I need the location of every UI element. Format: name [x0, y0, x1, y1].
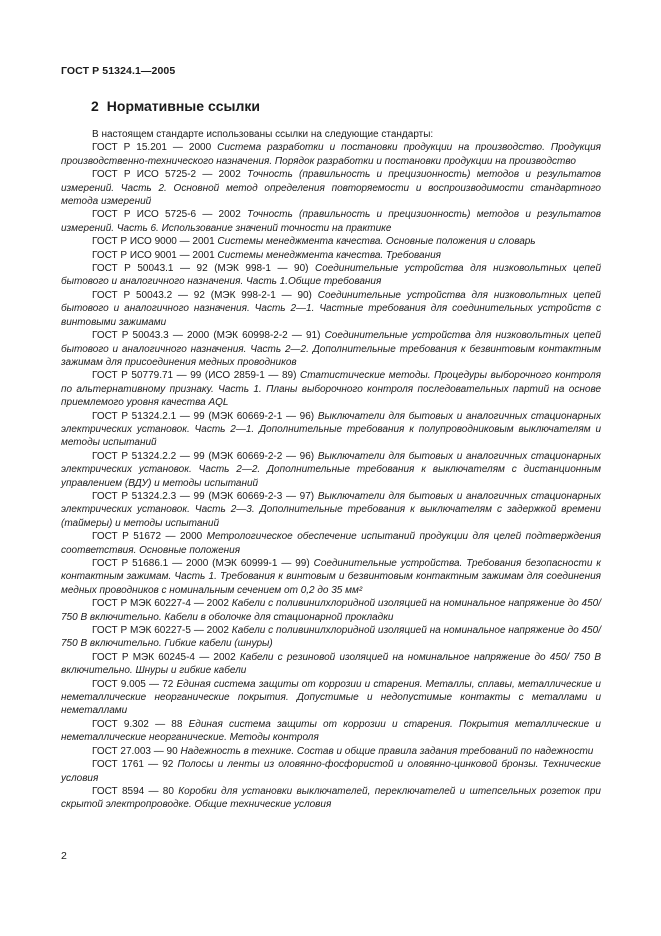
reference-title: Кабели с поливинилхлоридной изоляцией на номинальное напряжение до 450/ 750 В включительно. Кабели в оболочке для стационарной прокладки — [61, 598, 601, 623]
reference-code: ГОСТ Р ИСО 9001 — 2001 — [92, 249, 215, 261]
reference-code: ГОСТ Р 50043.3 — 2000 (МЭК 60998-2-2 — 91) — [92, 330, 321, 342]
reference-item — [61, 557, 601, 597]
reference-title: Выключатели для бытовых и аналогичных стационарных электрических установок. Часть 2—2. Дополнительные требования к выключателям с дистанционным управлением (ВДУ) и методы испытаний — [61, 450, 601, 489]
reference-list — [61, 141, 601, 811]
reference-code: ГОСТ 27.003 — 90 — [92, 745, 178, 757]
reference-item — [61, 745, 601, 758]
reference-title: Статистические методы. Процедуры выборочного контроля по альтернативному признаку. Часть 1. Планы выборочного контроля последовательных партий на основе приемлемого уровня качества AQL — [61, 370, 601, 409]
reference-title: Соединительные устройства для низковольтных цепей бытового и аналогичного назначения. Часть 2—2. Дополнительные требования к безвинтовым контактным зажимам для присоединения медных проводников — [61, 330, 602, 368]
reference-code: ГОСТ Р МЭК 60227-5 — 2002 — [92, 625, 229, 637]
reference-code: ГОСТ Р ИСО 9000 — 2001 — [92, 236, 215, 248]
reference-code: ГОСТ Р 50779.71 — 99 (ИСО 2859-1 — 89) — [92, 370, 297, 382]
reference-title: Коробки для установки выключателей, переключателей и штепсельных розеток при скрытой электропроводке. Общие технические условия — [61, 785, 601, 811]
reference-item — [61, 718, 601, 745]
reference-item — [61, 329, 601, 369]
reference-code: ГОСТ Р 15.201 — 2000 — [92, 142, 212, 154]
reference-title: Единая система защиты от коррозии и старения. Металлы, сплавы, металлические и неметаллические неорганические покрытия. Допустимые и недопустимые контакты с металлами и неметаллами — [61, 678, 601, 717]
reference-item — [61, 141, 601, 168]
reference-item — [61, 450, 601, 490]
reference-title: Соединительные устройства для низковольтных цепей бытового и аналогичного назначения. Часть 1.Общие требования — [61, 263, 602, 288]
reference-item — [61, 369, 601, 409]
reference-title: Соединительные устройства для низковольтных цепей бытового и аналогичного назначения. Часть 2—1. Частные требования для соединительных устройств с винтовыми зажимами — [61, 289, 601, 328]
reference-code: ГОСТ Р МЭК 60227-4 — 2002 — [92, 598, 229, 610]
reference-code: ГОСТ Р ИСО 5725-2 — 2002 — [92, 169, 241, 181]
reference-code: ГОСТ Р 51324.2.2 — 99 (МЭК 60669-2-2 — 96) — [92, 450, 315, 462]
reference-item — [61, 678, 601, 718]
reference-code: ГОСТ 9.005 — 72 — [92, 678, 174, 690]
reference-title: Кабели с поливинилхлоридной изоляцией на номинальное напряжение до 450/ 750 В включительно. Гибкие кабели (шнуры) — [61, 625, 601, 650]
references-body — [61, 128, 601, 812]
reference-code: ГОСТ Р 51672 — 2000 — [92, 531, 203, 543]
page-number: 2 — [61, 850, 67, 862]
reference-item — [61, 235, 601, 248]
section-number: 2 — [91, 98, 99, 114]
reference-title: Система разработки и постановки продукции на производство. Продукция производственно-технического назначения. Порядок разработки и постановки продукции на производство — [61, 142, 602, 167]
reference-code: ГОСТ Р МЭК 60245-4 — 2002 — [92, 651, 236, 663]
reference-title: Точность (правильность и прецизионность) методов и результатов измерений. Часть 2. Основной метод определения повторяемости и воспроизводимости стандартного метода измерений — [61, 169, 602, 208]
reference-title: Системы менеджмента качества. Основные положения и словарь — [214, 236, 536, 248]
reference-item — [61, 490, 601, 530]
reference-code: ГОСТ Р 51324.2.3 — 99 (МЭК 60669-2-3 — 97) — [92, 490, 315, 502]
reference-code: ГОСТ 8594 — 80 — [92, 785, 174, 797]
reference-title: Выключатели для бытовых и аналогичных стационарных электрических установок. Часть 2—3. Дополнительные требования к выключателям с задержкой времени (таймеры) и методы испытаний — [61, 490, 601, 529]
reference-item — [61, 289, 601, 329]
reference-item — [61, 249, 601, 262]
reference-item — [61, 168, 601, 208]
reference-item — [61, 410, 601, 450]
reference-item — [61, 530, 601, 557]
reference-item — [61, 785, 601, 812]
reference-title: Соединительные устройства. Требования безопасности к контактным зажимам. Часть 1. Требования к винтовым и безвинтовым контактным зажимам для соединения медных проводников с номинальным сечением от 0,2 до 35 мм² — [61, 558, 601, 596]
reference-code: ГОСТ Р 51324.2.1 — 99 (МЭК 60669-2-1 — 96) — [92, 410, 315, 422]
reference-item — [61, 758, 601, 785]
reference-title: Выключатели для бытовых и аналогичных стационарных электрических установок. Часть 2—1. Дополнительные требования к полупроводниковым выключателям и методы испытаний — [61, 410, 601, 449]
reference-title: Точность (правильность и прецизионность) методов и результатов измерений. Часть 6. Использование значений точности на практике — [61, 209, 602, 234]
reference-item — [61, 651, 601, 678]
reference-item — [61, 624, 601, 651]
reference-title: Единая система защиты от коррозии и старения. Покрытия металлические и неметаллические неорганические. Методы контроля — [61, 718, 601, 744]
section-heading — [91, 98, 260, 114]
reference-code: ГОСТ Р 50043.1 — 92 (МЭК 998-1 — 90) — [92, 263, 309, 275]
reference-title: Метрологическое обеспечение испытаний продукции для целей подтверждения соответствия. Основные положения — [61, 531, 601, 556]
standard-header: ГОСТ Р 51324.1—2005 — [61, 65, 176, 77]
reference-title: Полосы и ленты из оловянно-фосфористой и оловянно-цинковой бронзы. Технические условия — [61, 759, 601, 784]
reference-code: ГОСТ 9.302 — 88 — [92, 718, 183, 730]
reference-item — [61, 597, 601, 624]
reference-code: ГОСТ Р ИСО 5725-6 — 2002 — [92, 209, 241, 221]
reference-code: ГОСТ 1761 — 92 — [92, 759, 174, 771]
section-title: Нормативные ссылки — [106, 98, 260, 114]
reference-item — [61, 208, 601, 235]
reference-title: Надежность в технике. Состав и общие правила задания требований по надежности — [177, 745, 594, 757]
reference-item — [61, 262, 601, 289]
reference-title: Кабели с резиновой изоляцией на номинальное напряжение до 450/ 750 В включительно. Шнуры и гибкие кабели — [61, 651, 602, 677]
reference-title: Системы менеджмента качества. Требования — [214, 249, 441, 261]
intro-paragraph: В настоящем стандарте использованы ссылки на следующие стандарты: — [92, 129, 434, 140]
reference-code: ГОСТ Р 51686.1 — 2000 (МЭК 60999-1 — 99) — [92, 558, 310, 569]
reference-code: ГОСТ Р 50043.2 — 92 (МЭК 998-2-1 — 90) — [92, 289, 312, 301]
